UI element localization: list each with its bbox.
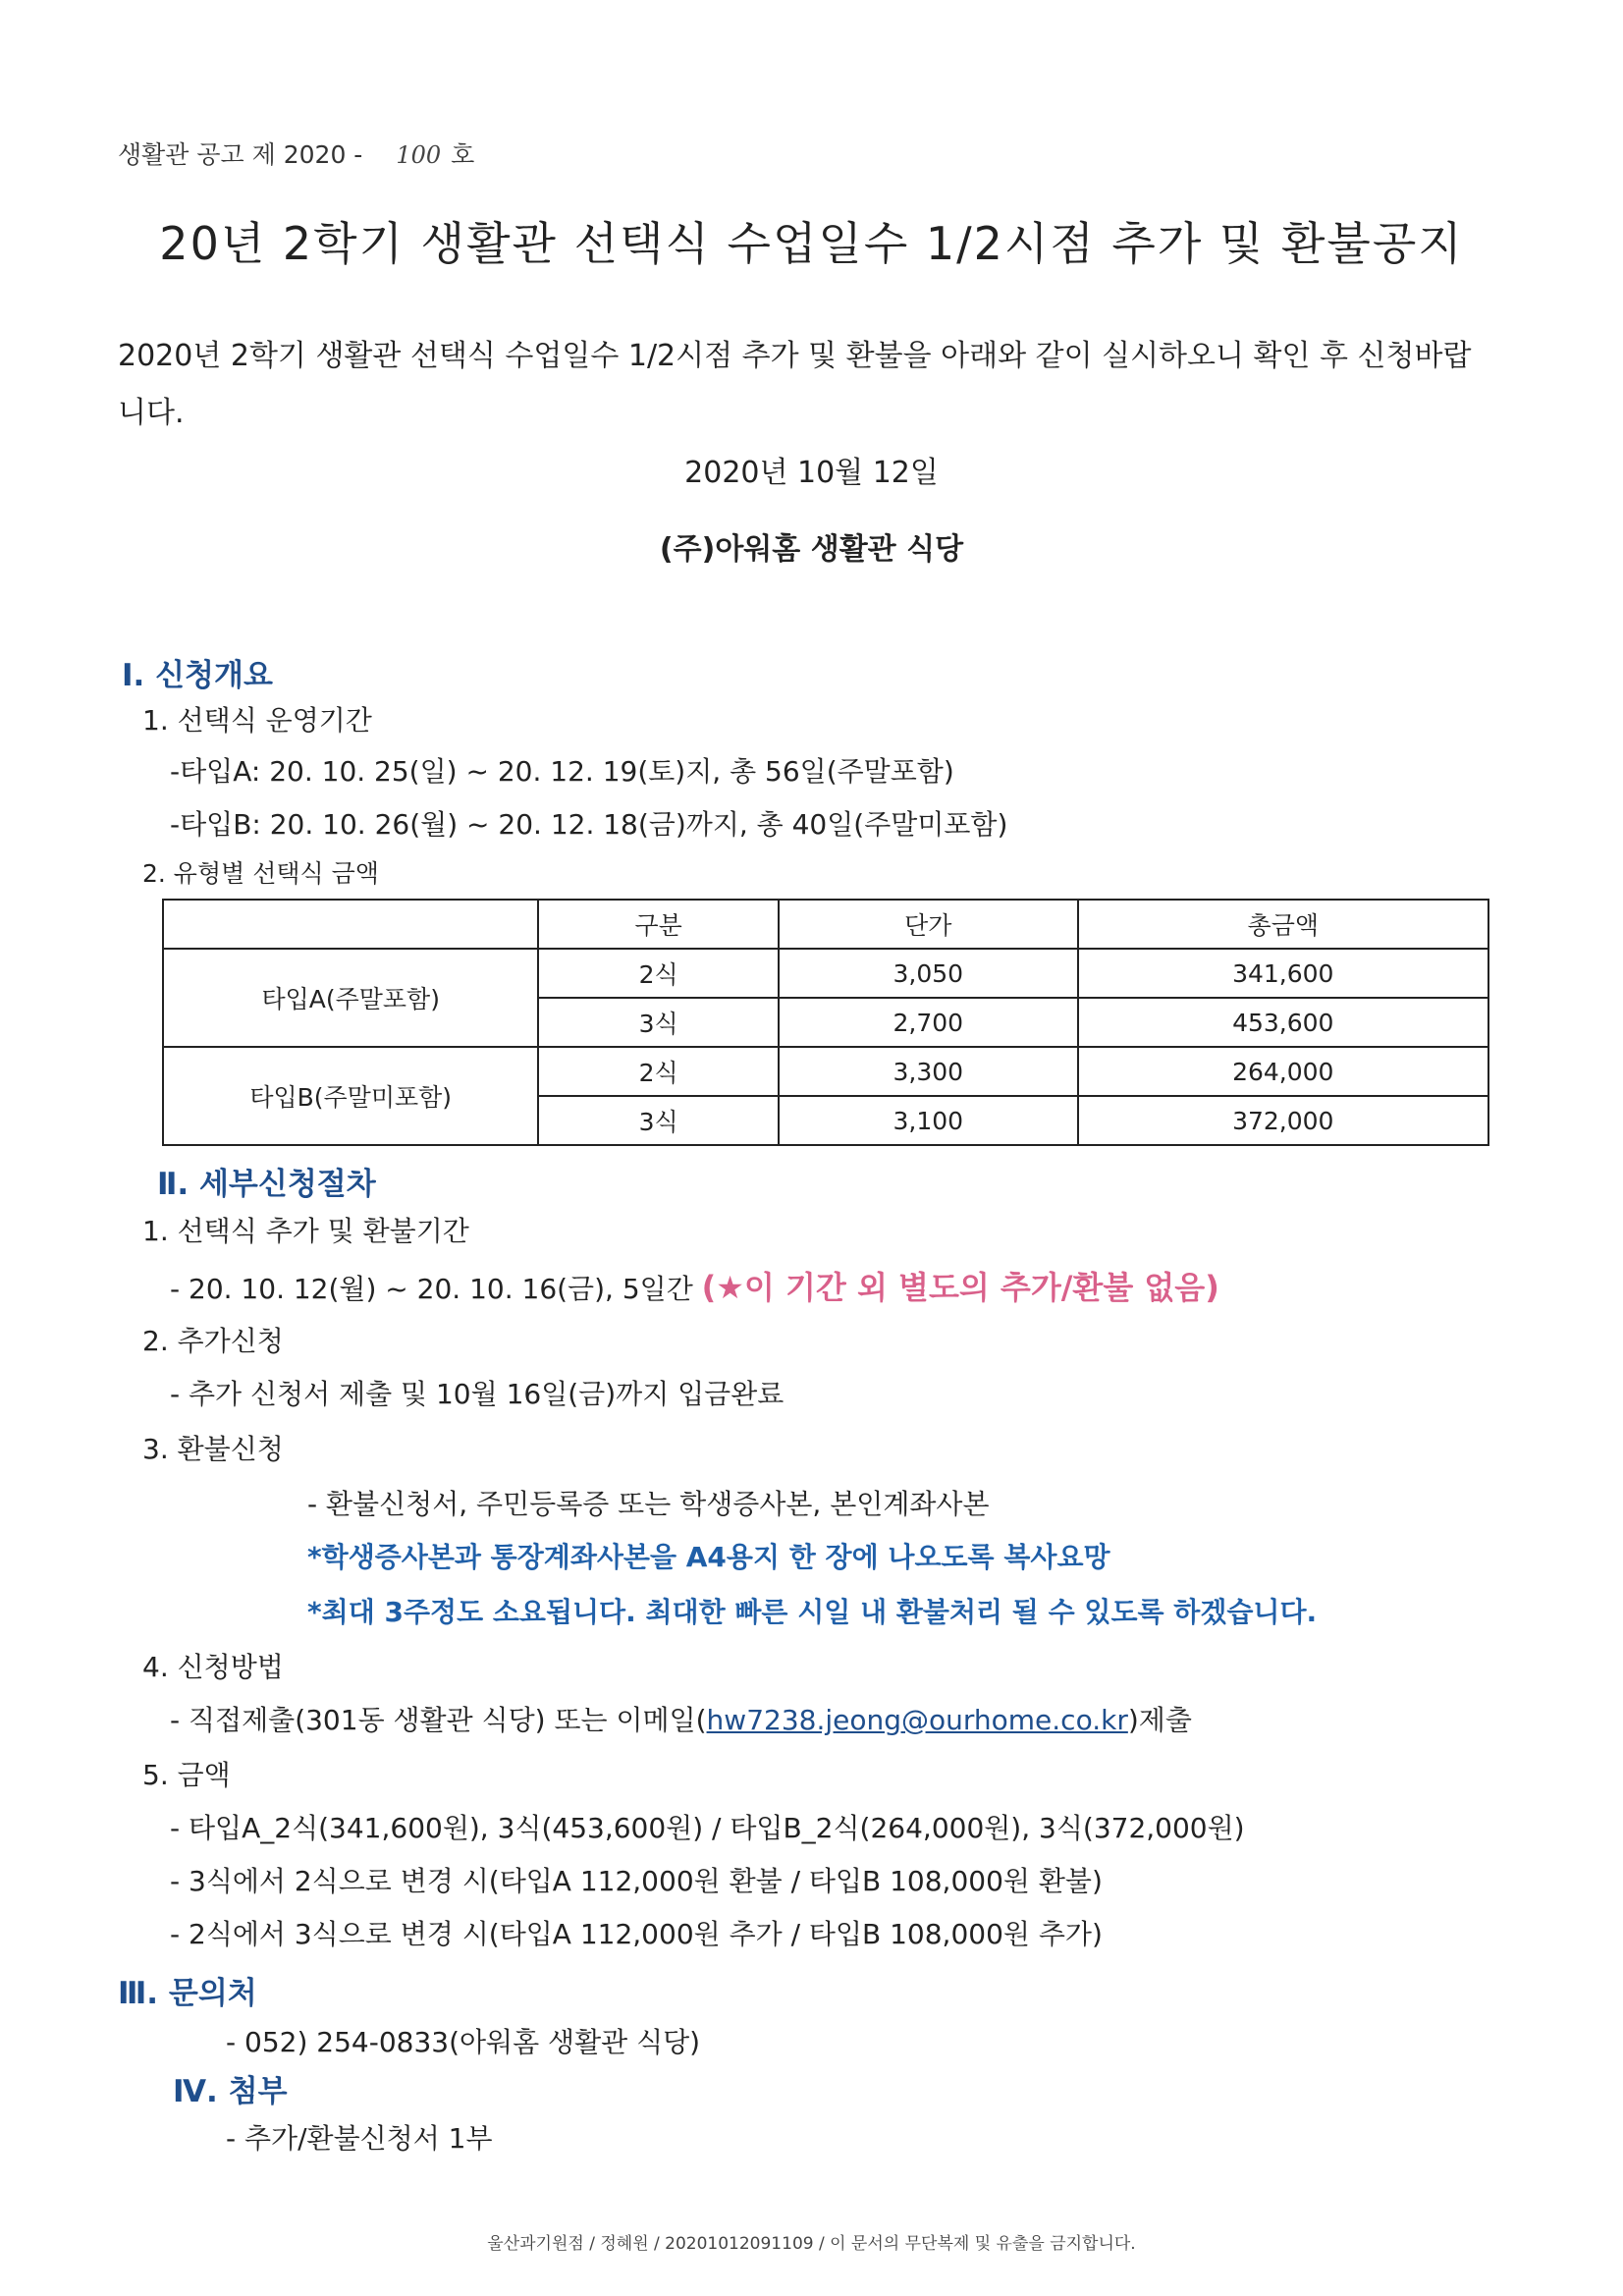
table-header-cell: 단가 (779, 900, 1078, 949)
unit-price-cell: 3,050 (779, 949, 1078, 998)
notice-suffix: 호 (451, 140, 475, 169)
copy-note: *학생증사본과 통장계좌사본을 A4용지 한 장에 나오도록 복사요망 (307, 1541, 1110, 1573)
type-a-period: -타입A: 20. 10. 25(일) ~ 20. 12. 19(토)지, 총 56일(주말포함) (170, 755, 954, 788)
meal-kind-cell: 3식 (538, 1096, 779, 1145)
meal-kind-cell: 3식 (538, 998, 779, 1047)
page-title: 20년 2학기 생활관 선택식 수업일수 1/2시점 추가 및 환불공지 (159, 217, 1464, 270)
notice-prefix: 생활관 공고 제 2020 - (118, 140, 363, 169)
total-price-cell: 453,600 (1078, 998, 1488, 1047)
email-link[interactable]: hw7238.jeong@ourhome.co.kr (706, 1704, 1128, 1736)
amount-line: - 2식에서 3식으로 변경 시(타입A 112,000원 추가 / 타입B 108,000원 추가) (170, 1918, 1103, 1950)
processing-time-note: *최대 3주정도 소요됩니다. 최대한 빠른 시일 내 환불처리 될 수 있도록 하겠습니다. (307, 1596, 1318, 1628)
application-method-prefix: - 직접제출(301동 생활관 식당) 또는 이메일( (170, 1704, 707, 1736)
handwritten-number: 100 (396, 141, 442, 169)
table-header-cell (163, 900, 538, 949)
meal-kind-cell: 2식 (538, 949, 779, 998)
section-4-heading: Ⅳ. 첨부 (173, 2074, 288, 2109)
type-b-period: -타입B: 20. 10. 26(월) ~ 20. 12. 18(금)까지, 총 40일(주말미포함) (170, 808, 1008, 841)
section-2-item-4: 4. 신청방법 (142, 1651, 284, 1683)
application-method-suffix: )제출 (1127, 1704, 1192, 1736)
organization-name: (주)아워홈 생활관 식당 (659, 532, 964, 567)
section-2-item-5: 5. 금액 (142, 1759, 231, 1791)
intro-paragraph: 2020년 2학기 생활관 선택식 수업일수 1/2시점 추가 및 환불을 아래와 같이 실시하오니 확인 후 신청바랍니다. (118, 339, 1472, 430)
refund-documents: - 환불신청서, 주민등록증 또는 학생증사본, 본인계좌사본 (307, 1488, 990, 1520)
table-header-cell: 총금액 (1078, 900, 1488, 949)
unit-price-cell: 2,700 (779, 998, 1078, 1047)
table-header-cell: 구분 (538, 900, 779, 949)
add-refund-period (170, 1263, 1219, 1308)
total-price-cell: 372,000 (1078, 1096, 1488, 1145)
price-table (162, 899, 1489, 1146)
unit-price-cell: 3,100 (779, 1096, 1078, 1145)
section-1-item-1: 1. 선택식 운영기간 (142, 704, 372, 737)
application-method (170, 1699, 1192, 1738)
contact-line: - 052) 254-0833(아워홈 생활관 식당) (226, 2026, 701, 2058)
total-price-cell: 341,600 (1078, 949, 1488, 998)
section-2-item-3: 3. 환불신청 (142, 1433, 284, 1465)
table-row (163, 949, 1488, 998)
notice-number (118, 136, 474, 171)
add-application-line: - 추가 신청서 제출 및 10월 16일(금)까지 입금완료 (170, 1378, 784, 1410)
meal-kind-cell: 2식 (538, 1047, 779, 1096)
type-a-label: 타입A(주말포함) (163, 949, 538, 1047)
section-1-heading: Ⅰ. 신청개요 (122, 658, 273, 693)
footer-text: 울산과기원점 / 정혜원 / 20201012091109 / 이 문서의 무단복제 및 유출을 금지합니다. (487, 2234, 1136, 2254)
amount-line: - 타입A_2식(341,600원), 3식(453,600원) / 타입B_2식(264,000원), 3식(372,000원) (170, 1812, 1245, 1844)
table-row (163, 1047, 1488, 1096)
add-refund-period-text: - 20. 10. 12(월) ~ 20. 10. 16(금), 5일간 (170, 1273, 693, 1305)
table-header-row (163, 900, 1488, 949)
section-2-item-1: 1. 선택식 추가 및 환불기간 (142, 1215, 469, 1247)
total-price-cell: 264,000 (1078, 1047, 1488, 1096)
section-2-item-2: 2. 추가신청 (142, 1325, 284, 1357)
unit-price-cell: 3,300 (779, 1047, 1078, 1096)
attachment-line: - 추가/환불신청서 1부 (226, 2122, 493, 2155)
section-2-heading: Ⅱ. 세부신청절차 (157, 1167, 376, 1202)
type-b-label: 타입B(주말미포함) (163, 1047, 538, 1145)
period-warning: (★이 기간 외 별도의 추가/환불 없음) (701, 1269, 1219, 1306)
amount-line: - 3식에서 2식으로 변경 시(타입A 112,000원 환불 / 타입B 108,000원 환불) (170, 1865, 1103, 1897)
section-1-item-2: 2. 유형별 선택식 금액 (142, 859, 379, 888)
section-3-heading: Ⅲ. 문의처 (118, 1976, 257, 2011)
notice-date: 2020년 10월 12일 (684, 456, 939, 490)
